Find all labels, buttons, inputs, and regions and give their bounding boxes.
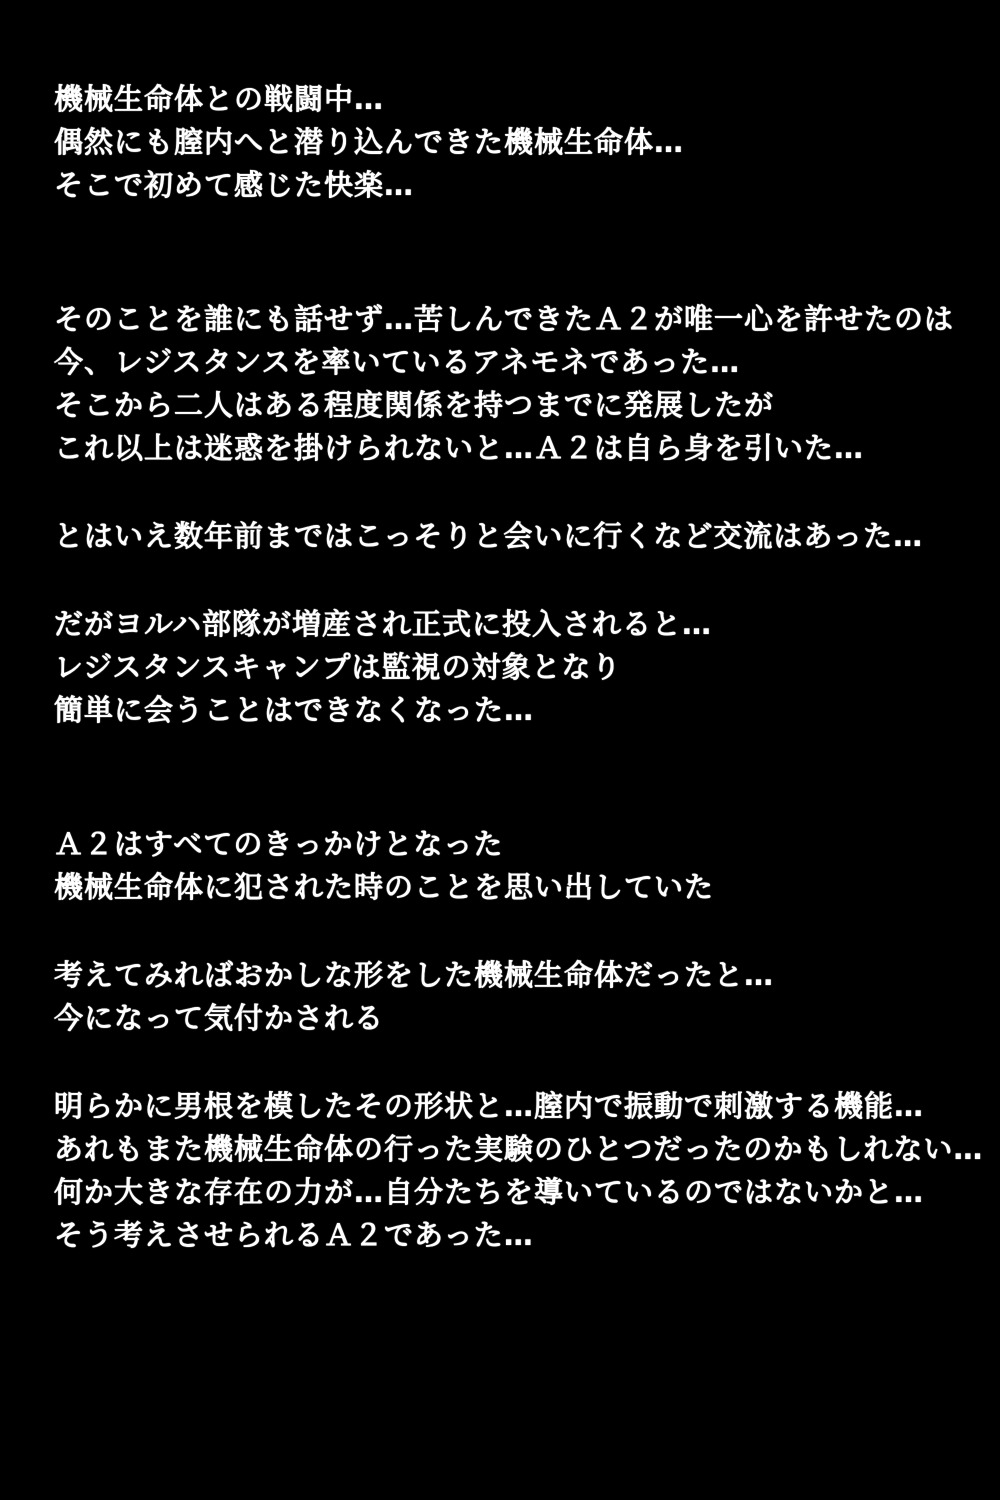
text-line: 簡単に会うことはできなくなった…	[54, 693, 535, 727]
text-line: あれもまた機械生命体の行った実験のひとつだったのかもしれない…	[54, 1132, 984, 1166]
paragraph	[54, 78, 970, 207]
text-line: 偶然にも膣内へと潜り込んできた機械生命体…	[54, 125, 685, 159]
text-line: そのことを誰にも話せず…苦しんできたＡ２が唯一心を許せたのは	[54, 302, 955, 336]
text-line: これ以上は迷惑を掛けられないと…Ａ２は自ら身を引いた…	[54, 431, 865, 465]
text-line: 明らかに男根を模したその形状と…膣内で振動で刺激する機能…	[54, 1089, 925, 1123]
text-line: 機械生命体との戦闘中…	[54, 82, 385, 116]
text-line: そこで初めて感じた快楽…	[54, 168, 415, 202]
paragraph	[54, 515, 970, 558]
text-line: Ａ２はすべてのきっかけとなった	[54, 827, 504, 861]
text-line: そう考えさせられるＡ２であった…	[54, 1218, 534, 1252]
text-line: 今になって気付かされる	[54, 1001, 385, 1035]
text-line: 今、レジスタンスを率いているアネモネであった…	[54, 345, 741, 379]
paragraphs-container	[54, 78, 984, 1257]
text-line: そこから二人はある程度関係を持つまでに発展したが	[54, 388, 775, 422]
text-line: 考えてみればおかしな形をした機械生命体だったと…	[54, 958, 775, 992]
paragraph	[54, 954, 970, 1040]
paragraph	[54, 1085, 984, 1257]
text-line: とはいえ数年前まではこっそりと会いに行くなど交流はあった…	[54, 519, 924, 553]
paragraph	[54, 298, 970, 470]
paragraph	[54, 823, 970, 909]
text-line: だがヨルハ部隊が増産され正式に投入されると…	[54, 607, 712, 641]
text-line: レジスタンスキャンプは監視の対象となり	[54, 650, 622, 684]
paragraph	[54, 603, 970, 732]
text-line: 機械生命体に犯された時のことを思い出していた	[54, 870, 715, 904]
text-line: 何か大きな存在の力が…自分たちを導いているのではないかと…	[54, 1175, 925, 1209]
